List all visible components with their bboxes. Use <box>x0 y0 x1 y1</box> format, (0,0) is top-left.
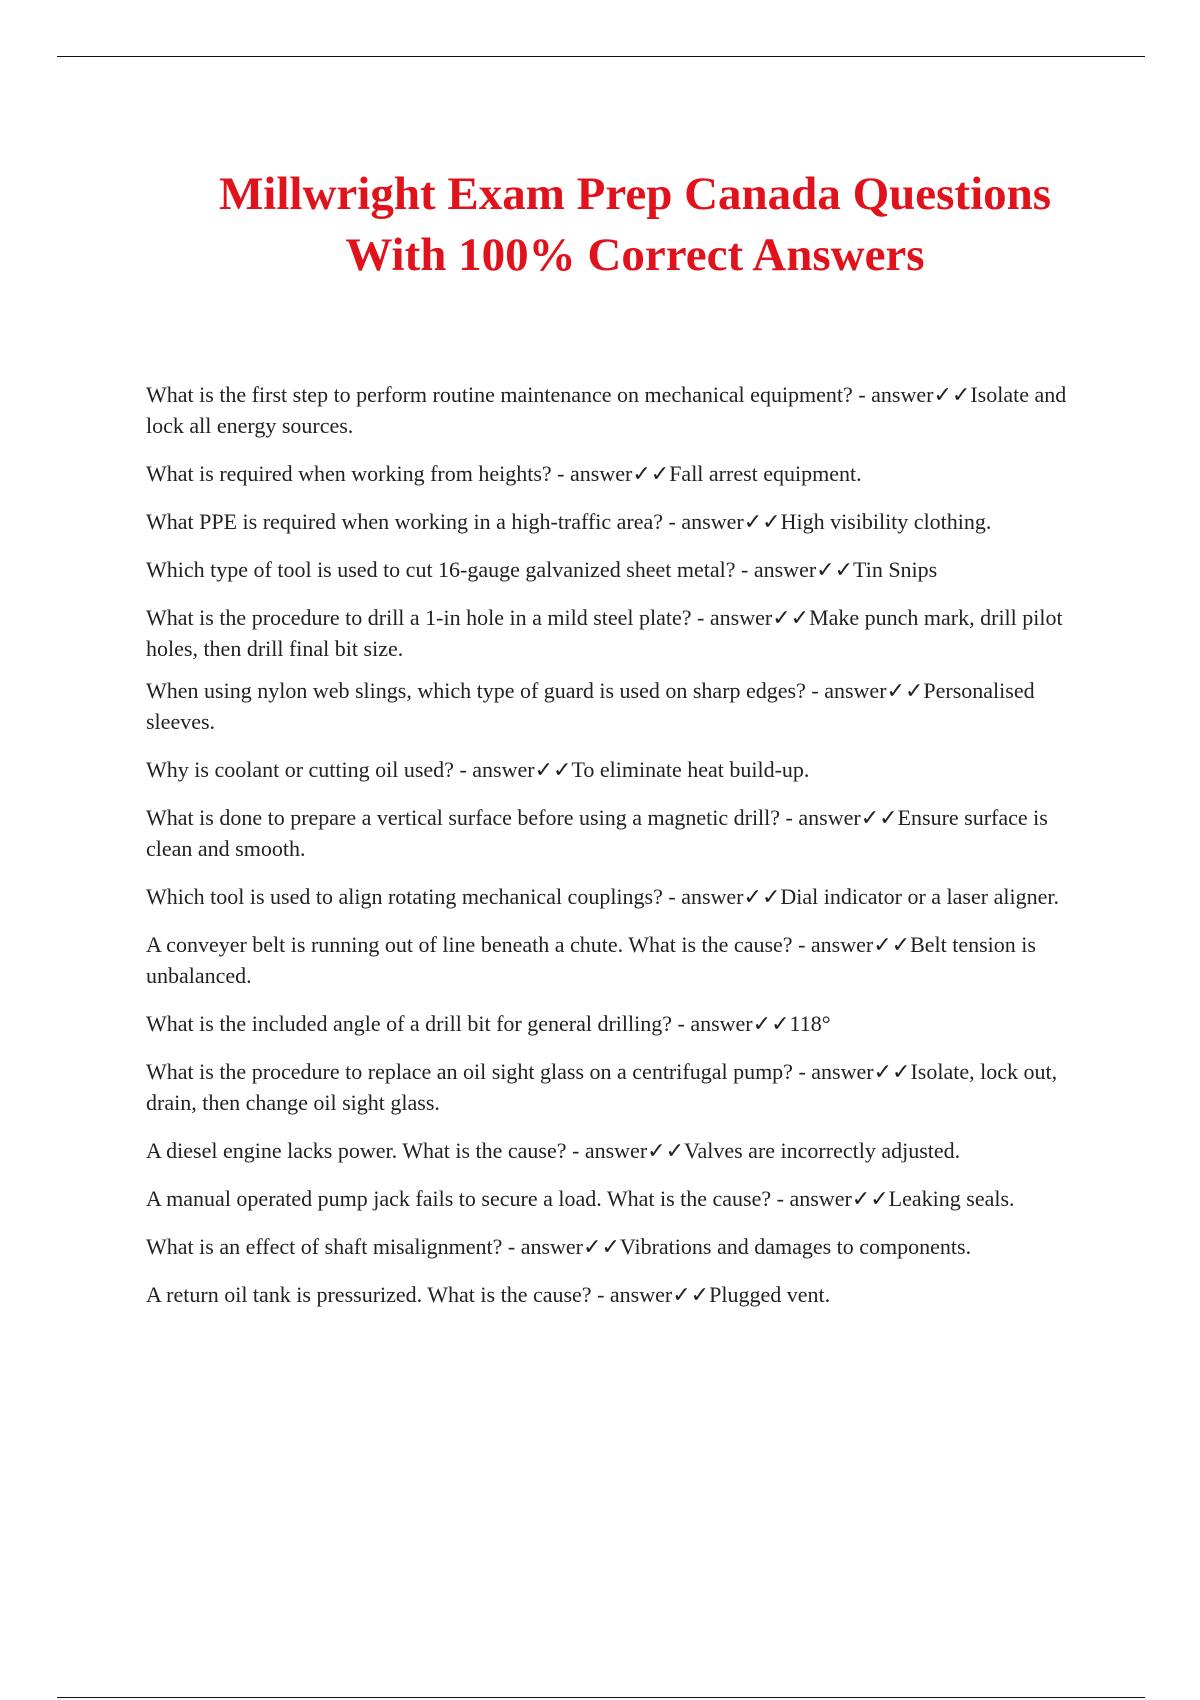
qa-item <box>146 1056 1086 1118</box>
answer-text: Leaking seals. <box>888 1186 1015 1211</box>
answer-separator: - answer <box>735 557 817 582</box>
qa-item <box>146 554 1086 585</box>
title-line-2: With 100% Correct Answers <box>345 229 925 281</box>
answer-text: Isolate and lock all energy sources. <box>146 382 1067 438</box>
question-text: What is the first step to perform routine maintenance on mechanical equipment? <box>146 382 853 407</box>
answer-text: Plugged vent. <box>709 1282 831 1307</box>
check-mark-icon: ✓✓ <box>851 1186 889 1211</box>
check-mark-icon: ✓✓ <box>672 1282 710 1307</box>
check-mark-icon: ✓✓ <box>743 509 781 534</box>
answer-text: Valves are incorrectly adjusted. <box>684 1138 961 1163</box>
answer-separator: - answer <box>672 1011 753 1036</box>
answer-separator: - answer <box>566 1138 648 1163</box>
answer-text: Fall arrest equipment. <box>669 461 862 486</box>
answer-separator: - answer <box>662 884 744 909</box>
document-title <box>100 164 1170 286</box>
answer-separator: - answer <box>780 805 861 830</box>
question-text: What is an effect of shaft misalignment? <box>146 1234 503 1259</box>
answer-text: Ensure surface is clean and smooth. <box>146 805 1048 861</box>
top-rule <box>57 56 1145 57</box>
question-text: What is done to prepare a vertical surface before using a magnetic drill? <box>146 805 781 830</box>
qa-item <box>146 802 1086 864</box>
qa-item <box>146 458 1086 489</box>
question-text: When using nylon web slings, which type of guard is used on sharp edges? <box>146 678 806 703</box>
answer-separator: - answer <box>551 461 633 486</box>
qa-item <box>146 929 1086 991</box>
answer-separator: - answer <box>453 757 535 782</box>
question-text: What PPE is required when working in a high-traffic area? <box>146 509 664 534</box>
answer-separator: - answer <box>691 605 773 630</box>
qa-list <box>146 379 1086 1327</box>
question-text: A return oil tank is pressurized. What is the cause? <box>146 1282 592 1307</box>
answer-text: Isolate, lock out, drain, then change oil sight glass. <box>146 1059 1058 1115</box>
check-mark-icon: ✓✓ <box>534 757 572 782</box>
answer-separator: - answer <box>591 1282 673 1307</box>
check-mark-icon: ✓✓ <box>873 1059 911 1084</box>
qa-item <box>146 881 1086 912</box>
answer-text: Vibrations and damages to components. <box>619 1234 972 1259</box>
qa-item <box>146 379 1086 441</box>
qa-item <box>146 506 1086 537</box>
check-mark-icon: ✓✓ <box>772 605 810 630</box>
check-mark-icon: ✓✓ <box>860 805 898 830</box>
question-text: A diesel engine lacks power. What is the cause? <box>146 1138 567 1163</box>
question-text: A manual operated pump jack fails to secure a load. What is the cause? <box>146 1186 772 1211</box>
check-mark-icon: ✓✓ <box>583 1234 620 1259</box>
qa-item <box>146 675 1086 737</box>
answer-text: To eliminate heat build-up. <box>571 757 810 782</box>
check-mark-icon: ✓✓ <box>647 1138 685 1163</box>
check-mark-icon: ✓✓ <box>873 932 911 957</box>
bottom-rule <box>57 1697 1145 1698</box>
title-line-1: Millwright Exam Prep Canada Questions <box>218 168 1052 220</box>
answer-text: 118° <box>789 1011 831 1036</box>
answer-text: Dial indicator or a laser aligner. <box>780 884 1059 909</box>
question-text: Which tool is used to align rotating mechanical couplings? <box>146 884 663 909</box>
question-text: A conveyer belt is running out of line beneath a chute. What is the cause? <box>146 932 793 957</box>
answer-separator: - answer <box>792 932 874 957</box>
answer-separator: - answer <box>805 678 887 703</box>
qa-item <box>146 1135 1086 1166</box>
check-mark-icon: ✓✓ <box>933 382 971 407</box>
answer-text: Personalised sleeves. <box>146 678 1035 734</box>
qa-item <box>146 754 1086 785</box>
answer-text: Make punch mark, drill pilot holes, then drill final bit size. <box>146 605 1063 661</box>
check-mark-icon: ✓✓ <box>743 884 781 909</box>
answer-separator: - answer <box>663 509 744 534</box>
qa-item <box>146 1183 1086 1214</box>
check-mark-icon: ✓✓ <box>632 461 670 486</box>
question-text: What is the included angle of a drill bit for general drilling? <box>146 1011 672 1036</box>
qa-item <box>146 1008 1086 1039</box>
check-mark-icon: ✓✓ <box>752 1011 790 1036</box>
answer-separator: - answer <box>792 1059 874 1084</box>
answer-text: High visibility clothing. <box>780 509 992 534</box>
answer-separator: - answer <box>771 1186 852 1211</box>
answer-text: Belt tension is unbalanced. <box>146 932 1036 988</box>
question-text: What is the procedure to replace an oil sight glass on a centrifugal pump? <box>146 1059 793 1084</box>
qa-item <box>146 602 1086 664</box>
qa-item <box>146 1279 1086 1310</box>
answer-separator: - answer <box>502 1234 584 1259</box>
check-mark-icon: ✓✓ <box>886 678 924 703</box>
question-text: Which type of tool is used to cut 16-gauge galvanized sheet metal? <box>146 557 736 582</box>
qa-item <box>146 1231 1086 1262</box>
question-text: What is required when working from heights? <box>146 461 552 486</box>
answer-text: Tin Snips <box>853 557 938 582</box>
question-text: What is the procedure to drill a 1-in hole in a mild steel plate? <box>146 605 692 630</box>
check-mark-icon: ✓✓ <box>816 557 854 582</box>
answer-separator: - answer <box>852 382 934 407</box>
question-text: Why is coolant or cutting oil used? <box>146 757 454 782</box>
